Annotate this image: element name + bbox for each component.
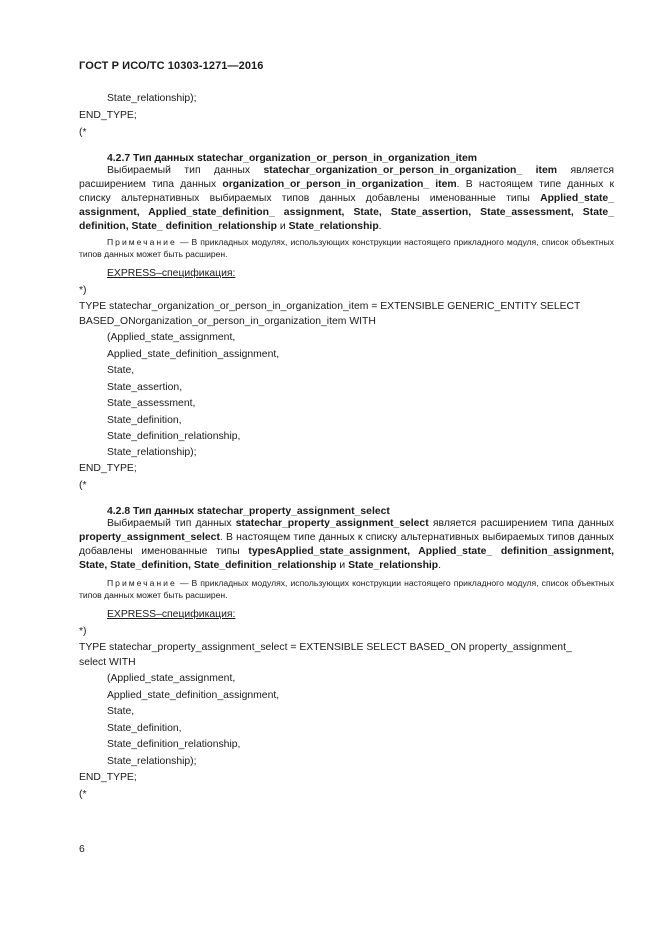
type-name: organization_or_person_in_organization_ item [222,179,457,190]
code-line: TYPE statechar_property_assignment_select = EXTENSIBLE SELECT BASED_ON property_assignment_ [79,642,572,653]
section-paragraph-428 [79,517,614,573]
express-label: EXPRESS–спецификация: [107,609,236,620]
code-line: BASED_ONorganization_or_person_in_organization_item WITH [79,316,376,327]
text-run: является расширением типа данных [79,165,614,190]
code-line: END_TYPE; [79,463,137,474]
text-run: является расширением типа данных [428,518,614,529]
text-run: Выбираемый тип данных [107,518,236,529]
type-name: statechar_property_assignment_select [235,518,429,529]
type-name: typesApplied_state_assignment, Applied_state_ definition_assignment, State, State_definition, State_definition_relationship [79,546,615,571]
type-name: property_assignment_select [79,532,220,543]
code-item: State_relationship); [107,447,197,458]
text-run: и [277,221,289,232]
type-name: State_relationship [348,560,439,571]
text-run: Выбираемый тип данных [107,165,264,176]
express-label: EXPRESS–спецификация: [107,268,236,279]
code-line: (* [79,789,87,800]
code-item: State, [107,365,135,376]
note-label: Примечание [107,237,177,247]
code-item: State, [107,706,135,717]
code-item: State_definition_relationship, [107,739,241,750]
code-line: (* [79,480,87,491]
text-run: и [336,560,349,571]
code-line: END_TYPE; [79,772,137,783]
section-heading-427: 4.2.7 Тип данных statechar_organization_or_person_in_organization_item [107,153,478,164]
code-line: *) [79,626,87,637]
text-run: . [438,560,442,571]
code-item: (Applied_state_assignment, [107,673,236,684]
code-item: Applied_state_definition_assignment, [107,690,280,701]
code-line: select WITH [79,657,136,668]
note-label: Примечание [107,578,177,588]
section-heading-428: 4.2.8 Тип данных statechar_property_assignment_select [107,506,390,517]
note-text: — В прикладных модулях, использующих конструкции настоящего прикладного модуля, список объектных типов данных может быть расширен. [79,578,614,600]
text-run: . В настоящем типе данных к списку альтернативных выбираемых типов данных добавлены именованные типы [79,532,614,557]
code-line: END_TYPE; [79,110,137,121]
note-427 [79,236,614,260]
code-item: Applied_state_definition_assignment, [107,349,280,360]
type-name: State_relationship [288,221,379,232]
code-item: State_definition_relationship, [107,431,241,442]
document-header: ГОСТ Р ИСО/ТС 10303-1271—2016 [79,60,264,72]
code-line: (* [79,127,87,138]
section-paragraph-427 [79,164,614,234]
note-428 [79,577,614,601]
note-text: — В прикладных модулях, использующих конструкции настоящего прикладного модуля, список объектных типов данных может быть расширен. [79,237,614,259]
type-name: Applied_state_ assignment, Applied_state_definition_ assignment, State, State_assertion, State_assessment, State_ definition, State_ definition_relationship [79,193,614,232]
page-number: 6 [79,844,85,855]
code-line: State_relationship); [107,93,197,104]
code-item: State_definition, [107,415,182,426]
text-run: . [378,221,382,232]
type-name: statechar_organization_or_person_in_organization_ item [263,165,558,176]
code-item: State_definition, [107,723,182,734]
text-run: . В настоящем типе данных к списку альтернативных выбираемых типов данных добавлены именованные типы [79,179,614,204]
code-item: State_relationship); [107,756,197,767]
code-item: (Applied_state_assignment, [107,332,236,343]
code-line: *) [79,285,87,296]
code-line: TYPE statechar_organization_or_person_in_organization_item = EXTENSIBLE GENERIC_ENTITY SELECT [79,301,581,312]
code-item: State_assertion, [107,382,183,393]
code-item: State_assessment, [107,398,196,409]
